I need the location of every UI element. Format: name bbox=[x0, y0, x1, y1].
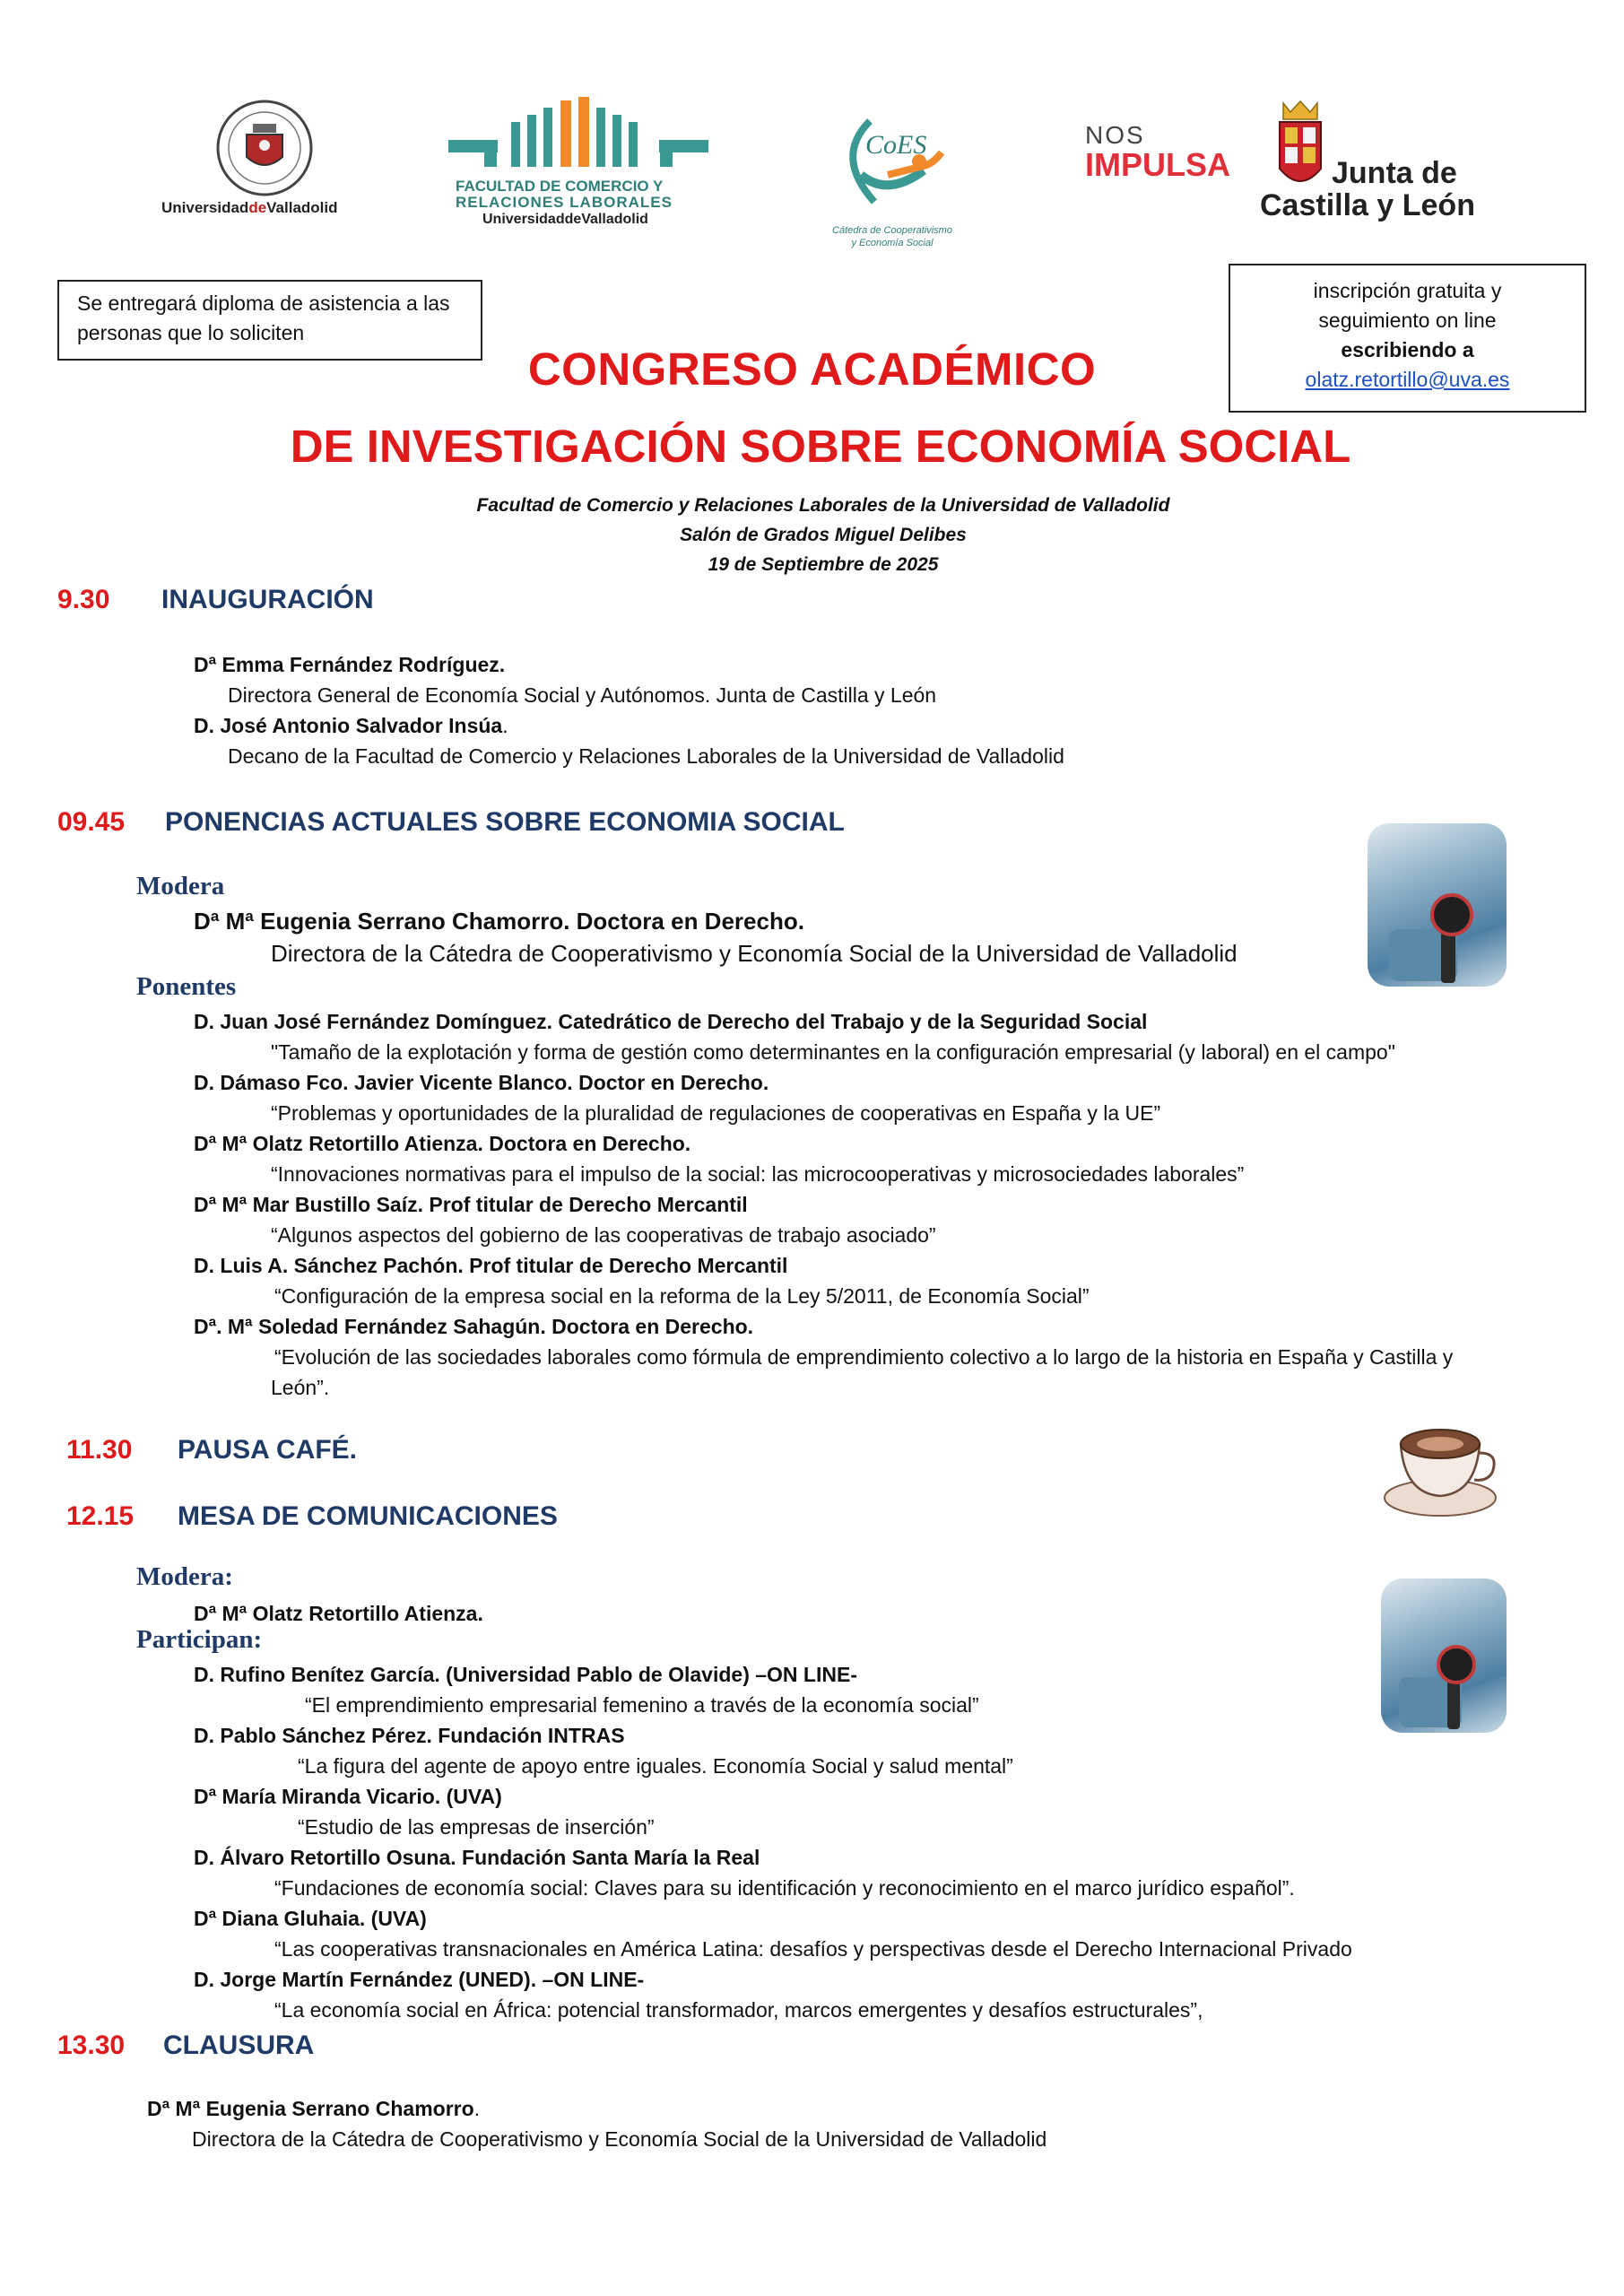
registration-line1: inscripción gratuita y bbox=[1313, 279, 1502, 302]
speaker-2-name: D. Dámaso Fco. Javier Vicente Blanco. Doctor en Derecho. bbox=[194, 1071, 769, 1094]
participant-5-name: Dª Diana Gluhaia. (UVA) bbox=[194, 1907, 427, 1930]
registration-line3: escribiendo a bbox=[1341, 338, 1474, 361]
clausura-speaker-dot: . bbox=[473, 2097, 481, 2120]
clausura-speaker-name: Dª Mª Eugenia Serrano Chamorro bbox=[147, 2097, 474, 2120]
uva-logo-text-1: Universidad bbox=[161, 199, 249, 216]
facultad-logo-line1: FACULTAD DE COMERCIO Y bbox=[456, 178, 664, 195]
speaker-1-talk: "Tamaño de la explotación y forma de gestión como determinantes en la configuración empresarial (y laboral) en el campo" bbox=[271, 1040, 1395, 1064]
facultad-logo-line3: UniversidaddeValladolid bbox=[482, 212, 648, 227]
diploma-notice-text: Se entregará diploma de asistencia a las personas que lo soliciten bbox=[77, 291, 450, 344]
registration-email-link[interactable]: olatz.retortillo@uva.es bbox=[1305, 368, 1510, 391]
participant-4-name: D. Álvaro Retortillo Osuna. Fundación Santa María la Real bbox=[194, 1846, 760, 1869]
inauguracion-title: INAUGURACIÓN bbox=[161, 585, 374, 614]
junta-logo-line2: Castilla y León bbox=[1260, 188, 1475, 222]
uva-logo-text-3: Valladolid bbox=[266, 199, 338, 216]
nos-impulsa-logo bbox=[1085, 121, 1246, 193]
coffee-cup-illustration bbox=[1381, 1408, 1507, 1525]
mesa-time: 12.15 bbox=[66, 1501, 135, 1531]
junta-logo bbox=[1260, 99, 1493, 224]
speaker-5-name: D. Luis A. Sánchez Pachón. Prof titular de Derecho Mercantil bbox=[194, 1254, 788, 1277]
speaker-6-talk-line1: “Evolución de las sociedades laborales como fórmula de emprendimiento colectivo a lo largo de la historia en España y Castilla y bbox=[274, 1345, 1454, 1369]
mesa-participan-label: Participan: bbox=[136, 1625, 263, 1654]
inauguracion-speaker-2-dot: . bbox=[502, 714, 508, 737]
inauguracion-time: 9.30 bbox=[57, 585, 110, 614]
facultad-logo bbox=[448, 97, 708, 231]
ponencias-moderator-role: Directora de la Cátedra de Cooperativismo y Economía Social de la Universidad de Valladolid bbox=[271, 940, 1238, 967]
mesa-title: MESA DE COMUNICACIONES bbox=[178, 1501, 558, 1531]
inauguracion-speaker-1-name: Dª Emma Fernández Rodríguez. bbox=[194, 653, 506, 676]
subtitle-line-1: Facultad de Comercio y Relaciones Laborales de la Universidad de Valladolid bbox=[476, 495, 1170, 516]
speaker-3-talk: “Innovaciones normativas para el impulso de la social: las microcooperativas y microsociedades laborales” bbox=[271, 1162, 1245, 1186]
subtitle-line-2: Salón de Grados Miguel Delibes bbox=[680, 525, 967, 545]
uva-seal-icon bbox=[215, 99, 314, 197]
clausura-speaker-role: Directora de la Cátedra de Cooperativismo y Economía Social de la Universidad de Valladolid bbox=[192, 2127, 1047, 2151]
uva-logo-text-2: de bbox=[248, 199, 267, 216]
participant-3-name: Dª María Miranda Vicario. (UVA) bbox=[194, 1785, 502, 1808]
pausa-time: 11.30 bbox=[66, 1435, 133, 1465]
speaker-2-talk: “Problemas y oportunidades de la pluralidad de regulaciones de cooperativas en España y la UE” bbox=[271, 1101, 1161, 1125]
pausa-title: PAUSA CAFÉ. bbox=[178, 1435, 358, 1465]
participant-1-name: D. Rufino Benítez García. (Universidad Pablo de Olavide) –ON LINE- bbox=[194, 1663, 857, 1686]
clausura-speaker bbox=[147, 2093, 480, 2124]
inauguracion-speaker-2-name: D. José Antonio Salvador Insúa bbox=[194, 714, 503, 737]
clausura-title: CLAUSURA bbox=[163, 2031, 315, 2060]
ponencias-title: PONENCIAS ACTUALES SOBRE ECONOMIA SOCIAL bbox=[165, 807, 845, 837]
participant-5-talk: “Las cooperativas transnacionales en América Latina: desafíos y perspectivas desde el Derecho Internacional Privado bbox=[274, 1937, 1352, 1961]
title-line-1: CONGRESO ACADÉMICO bbox=[527, 344, 1097, 395]
speaker-4-talk: “Algunos aspectos del gobierno de las cooperativas de trabajo asociado” bbox=[271, 1223, 936, 1247]
nos-impulsa-line1: NOS bbox=[1085, 121, 1145, 149]
participant-6-name: D. Jorge Martín Fernández (UNED). –ON LINE- bbox=[194, 1968, 645, 1991]
mesa-moderator-name: Dª Mª Olatz Retortillo Atienza. bbox=[194, 1602, 483, 1625]
speaker-6-talk-line2: León”. bbox=[271, 1376, 330, 1399]
participant-6-talk: “La economía social en África: potencial transformador, marcos emergentes y desafíos estructurales”, bbox=[274, 1998, 1203, 2022]
ponencias-modera-label: Modera bbox=[136, 872, 225, 900]
inauguracion-speaker-2-role: Decano de la Facultad de Comercio y Relaciones Laborales de la Universidad de Valladolid bbox=[228, 744, 1064, 768]
coes-hands-icon bbox=[834, 112, 951, 211]
nos-impulsa-line2: IMPULSA bbox=[1085, 146, 1230, 183]
facultad-building-icon bbox=[448, 97, 708, 167]
coes-logo bbox=[825, 112, 960, 256]
inauguracion-speaker-2 bbox=[194, 710, 508, 741]
participant-4-talk: “Fundaciones de economía social: Claves para su identificación y reconocimiento en el marco jurídico español”. bbox=[274, 1876, 1295, 1900]
junta-logo-line1: Junta de bbox=[1332, 156, 1457, 190]
speaker-1-name: D. Juan José Fernández Domínguez. Catedrático de Derecho del Trabajo y de la Seguridad Social bbox=[194, 1010, 1148, 1033]
coes-logo-name: CoES bbox=[865, 130, 927, 160]
ponencias-time: 09.45 bbox=[57, 807, 126, 837]
coes-logo-sub1: Cátedra de Cooperativismo bbox=[832, 225, 952, 236]
subtitle-line-3: 19 de Septiembre de 2025 bbox=[708, 554, 939, 575]
participant-3-talk: “Estudio de las empresas de inserción” bbox=[298, 1815, 655, 1839]
speaker-3-name: Dª Mª Olatz Retortillo Atienza. Doctora en Derecho. bbox=[194, 1132, 691, 1155]
microphone-photo-1 bbox=[1368, 823, 1507, 987]
participant-2-name: D. Pablo Sánchez Pérez. Fundación INTRAS bbox=[194, 1724, 625, 1747]
inauguracion-speaker-1-role: Directora General de Economía Social y Autónomos. Junta de Castilla y León bbox=[228, 683, 937, 707]
title-line-2: DE INVESTIGACIÓN SOBRE ECONOMÍA SOCIAL bbox=[290, 421, 1351, 472]
microphone-photo-2 bbox=[1381, 1578, 1507, 1733]
uva-logo bbox=[161, 99, 377, 224]
junta-shield-icon bbox=[1274, 99, 1326, 197]
facultad-logo-line2: RELACIONES LABORALES bbox=[456, 194, 673, 211]
coes-logo-sub2: y Economía Social bbox=[851, 238, 934, 248]
speaker-6-name: Dª. Mª Soledad Fernández Sahagún. Doctora en Derecho. bbox=[194, 1315, 754, 1338]
registration-line2: seguimiento on line bbox=[1318, 309, 1497, 332]
speaker-4-name: Dª Mª Mar Bustillo Saíz. Prof titular de Derecho Mercantil bbox=[194, 1193, 748, 1216]
clausura-time: 13.30 bbox=[57, 2031, 126, 2060]
participant-1-talk: “El emprendimiento empresarial femenino a través de la economía social” bbox=[305, 1693, 979, 1717]
mesa-modera-label: Modera: bbox=[136, 1562, 233, 1591]
speaker-5-talk: “Configuración de la empresa social en la reforma de la Ley 5/2011, de Economía Social” bbox=[274, 1284, 1090, 1308]
ponencias-moderator-name: Dª Mª Eugenia Serrano Chamorro. Doctora en Derecho. bbox=[194, 908, 804, 935]
ponencias-ponentes-label: Ponentes bbox=[136, 972, 237, 1001]
participant-2-talk: “La figura del agente de apoyo entre iguales. Economía Social y salud mental” bbox=[298, 1754, 1013, 1778]
